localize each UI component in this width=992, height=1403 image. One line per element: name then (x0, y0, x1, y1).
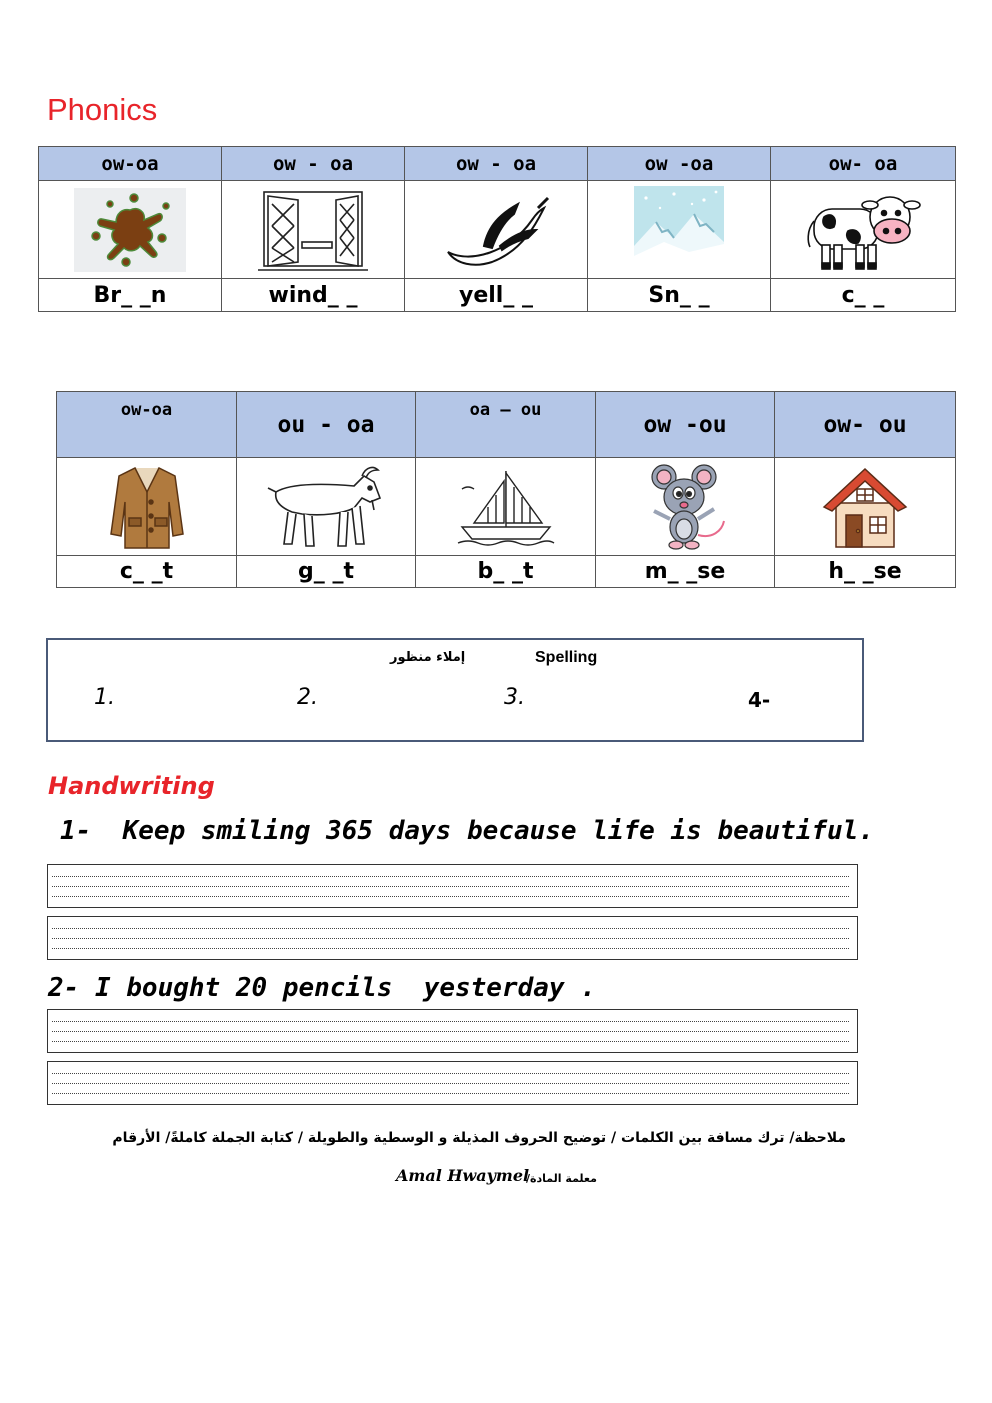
coat-icon (107, 462, 187, 552)
window-icon (254, 186, 372, 274)
table1-word: yell_ _ (405, 279, 588, 312)
table1-word: c_ _ (771, 279, 956, 312)
table2-word: c_ _t (57, 556, 237, 588)
table2-word: h_ _se (775, 556, 956, 588)
goat-icon (262, 462, 390, 552)
banana-icon (440, 190, 552, 270)
table1-header: ow - oa (405, 147, 588, 181)
handwriting-sentence-1: 1- Keep smiling 365 days because life is beautiful. (60, 816, 874, 846)
spelling-number-2: 2. (297, 685, 318, 710)
table2-header: oa – ou (416, 392, 596, 458)
table1-header: ow-oa (39, 147, 222, 181)
writing-lines-box[interactable] (47, 864, 858, 908)
phonics-table-1 (38, 146, 956, 312)
cow-icon (804, 187, 922, 273)
writing-lines-box[interactable] (47, 916, 858, 960)
table1-header: ow - oa (222, 147, 405, 181)
table1-word: Br_ _n (39, 279, 222, 312)
writing-lines-box[interactable] (47, 1009, 858, 1053)
teacher-name: Amal Hwaymel (396, 1166, 530, 1185)
table1-header: ow -oa (588, 147, 771, 181)
snow-mountain-icon (634, 186, 724, 274)
spelling-number-4: 4- (748, 688, 771, 712)
phonics-title: Phonics (47, 92, 158, 127)
table1-word: Sn_ _ (588, 279, 771, 312)
writing-lines-box[interactable] (47, 1061, 858, 1105)
sailboat-icon (456, 467, 556, 547)
handwriting-sentence-2: 2- I bought 20 pencils yesterday . (48, 973, 596, 1003)
table2-header: ow- ou (775, 392, 956, 458)
spelling-number-3: 3. (504, 685, 525, 710)
house-icon (820, 463, 910, 551)
handwriting-title: Handwriting (48, 772, 215, 800)
table2-word: b_ _t (416, 556, 596, 588)
brown-splat-icon (74, 188, 186, 272)
table2-header: ow -ou (596, 392, 775, 458)
phonics-table-2 (56, 391, 956, 588)
table2-word: m_ _se (596, 556, 775, 588)
spelling-label: Spelling (535, 649, 598, 666)
table1-header: ow- oa (771, 147, 956, 181)
table1-word: wind_ _ (222, 279, 405, 312)
spelling-arabic-label: إملاء منظور (390, 650, 466, 665)
table2-header: ow-oa (57, 392, 237, 458)
mouse-icon (642, 461, 728, 553)
table2-header: ou - oa (237, 392, 416, 458)
table2-word: g_ _t (237, 556, 416, 588)
teacher-label: معلمة المادة/ (526, 1172, 597, 1185)
teacher-note: ملاحظة/ ترك مسافة بين الكلمات / توضيح الحروف المذيلة و الوسطية والطويلة / كتابة الجملة كاملةً/ الأرقام (112, 1130, 846, 1146)
spelling-number-1: 1. (94, 685, 115, 710)
